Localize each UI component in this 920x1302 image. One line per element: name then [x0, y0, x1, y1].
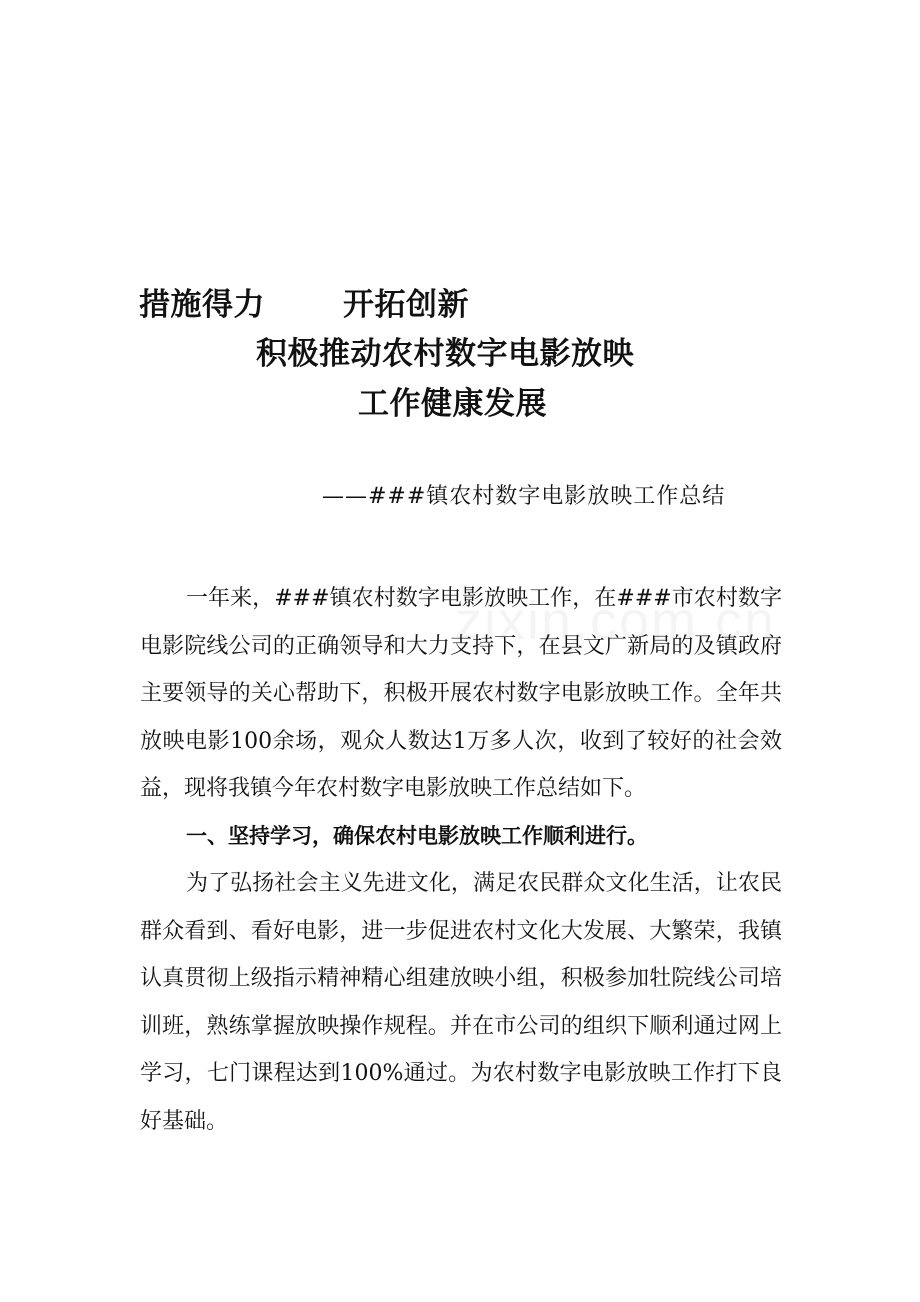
intro-paragraph: 一年来，###镇农村数字电影放映工作，在###市农村数字电影院线公司的正确领导和大力支持下，在县文广新局的及镇政府主要领导的关心帮助下，积极开展农村数字电影放映工作。全年共放映电影100余场，观众人数达1万多人次，收到了较好的社会效益，现将我镇今年农村数字电影放映工作总结如下。: [140, 586, 782, 801]
title-line1-part2: 开拓创新: [343, 287, 469, 323]
subtitle: ——###镇农村数字电影放映工作总结: [322, 484, 726, 509]
title-line3: 工作健康发展: [358, 386, 547, 422]
body-text: [140, 575, 782, 1145]
section1-paragraph: 为了弘扬社会主义先进文化，满足农民群众文化生活，让农民群众看到、看好电影，进一步促进农村文化大发展、大繁荣，我镇认真贯彻上级指示精神精心组建放映小组，积极参加牡院线公司培训班，熟练掌握放映操作规程。并在市公司的组织下顺利通过网上学习，七门课程达到100%通过。为农村数字电影放映工作打下良好基础。: [140, 871, 782, 1134]
section1-heading: 一、坚持学习，确保农村电影放映工作顺利进行。: [186, 823, 648, 848]
title-line1-part1: 措施得力: [139, 287, 265, 323]
title-line2: 积极推动农村数字电影放映: [256, 336, 634, 372]
